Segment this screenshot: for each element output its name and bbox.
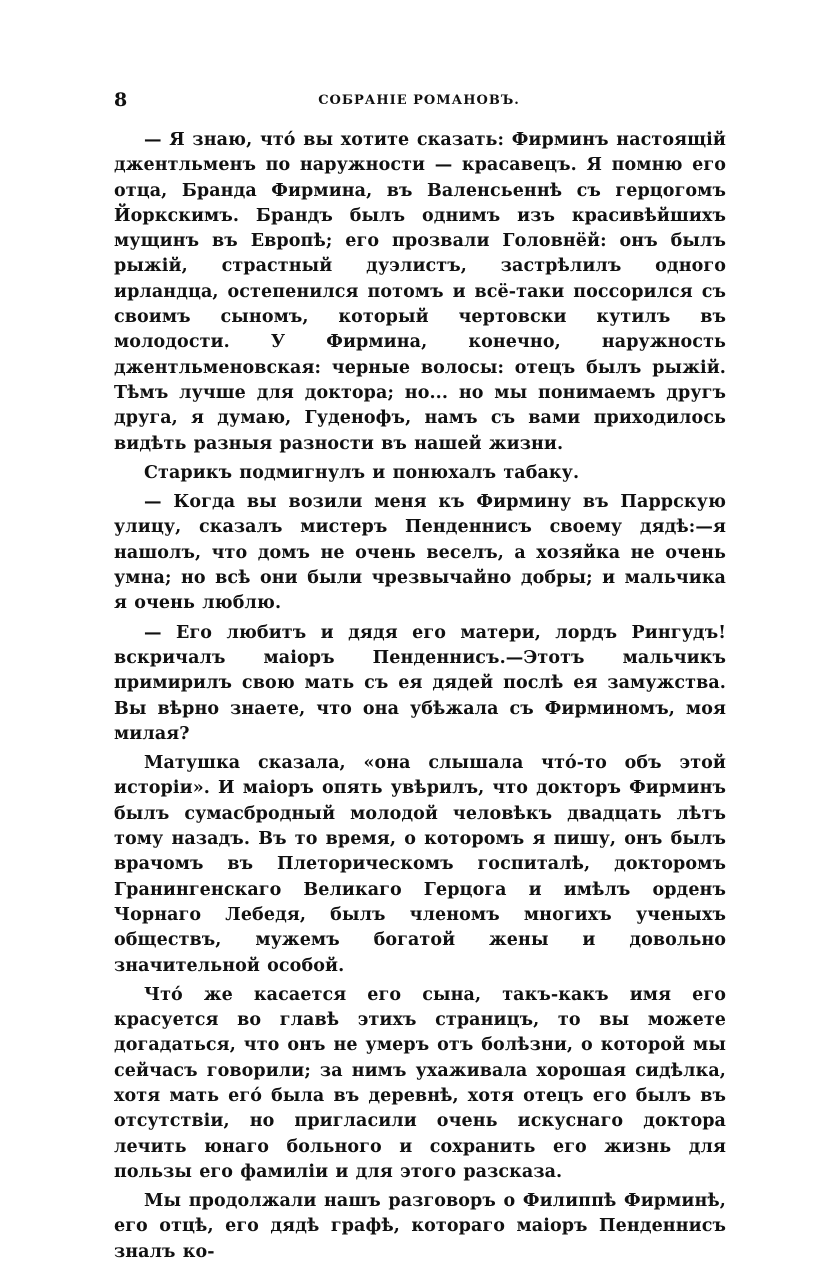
paragraph: Матушка сказала, «она слышала чтó-то объ этой исторіи». И маіоръ опять увѣрилъ, что докторъ Фирминъ былъ сумасбродный молодой человѣкъ двадцать лѣтъ тому назадъ. Въ то время, о которомъ я пишу, онъ былъ врачомъ въ Плеторическомъ госпиталѣ, докторомъ Гранингенскаго Великаго Герцога и имѣлъ орденъ Чорнаго Лебедя, былъ членомъ многихъ ученыхъ обществъ, мужемъ богатой жены и довольно значительной особой. (114, 753, 726, 976)
paragraph: — Его любитъ и дядя его матери, лордъ Рингудъ! вскричалъ маіоръ Пенденнисъ.—Этотъ мальчикъ примирилъ свою мать съ ея дядей послѣ ея замужства. Вы вѣрно знаете, что она убѣжала съ Фирминомъ, моя милая? (114, 622, 726, 744)
page-header (114, 88, 724, 114)
paragraph: — Я знаю, чтó вы хотите сказать: Фирминъ настоящій джентльменъ по наружности — красавецъ. Я помню его отца, Бранда Фирмина, въ Валенсьеннѣ съ герцогомъ Йоркскимъ. Брандъ былъ однимъ изъ красивѣйшихъ мущинъ въ Европѣ; его прозвали Головнёй: онъ былъ рыжій, страстный дуэлистъ, застрѣлилъ одного ирландца, остепенился потомъ и всё-таки поссорился съ своимъ сыномъ, который чертовски кутилъ въ молодости. У Фирмина, конечно, наружность джентльменовская: черные волосы: отецъ былъ рыжій. Тѣмъ лучше для доктора; но... но мы понимаемъ другъ друга, я думаю, Гуденофъ, намъ съ вами приходилось видѣть разныя разности въ нашей жизни. (114, 130, 726, 454)
paragraph: — Когда вы возили меня къ Фирмину въ Паррскую улицу, сказалъ мистеръ Пенденнисъ своему дядѣ:—я нашолъ, что домъ не очень веселъ, а хозяйка не очень умна; но всѣ они были чрезвычайно добры; и мальчика я очень люблю. (114, 492, 726, 614)
paragraph: Старикъ подмигнулъ и понюхалъ табаку. (144, 462, 580, 483)
running-title: СОБРАНІЕ РОМАНОВЪ. (318, 93, 520, 108)
paragraph: Чтó же касается его сына, такъ-какъ имя его красуется во главѣ этихъ страницъ, то вы можете догадаться, что онъ не умеръ отъ болѣзни, о которой мы сейчасъ говорили; за нимъ ухаживала хорошая сидѣлка, хотя мать егó была въ деревнѣ, хотя отецъ его былъ въ отсутствіи, но пригласили очень искуснаго доктора лечить юнаго больного и сохранить его жизнь для пользы его фамиліи и для этого разсказа. (114, 984, 726, 1182)
page-number: 8 (114, 89, 128, 111)
body-text (114, 128, 726, 1269)
paragraph: Мы продолжали нашъ разговоръ о Филиппѣ Фирминѣ, его отцѣ, его дядѣ графѣ, котораго маіоръ Пенденнисъ зналъ ко- (114, 1191, 726, 1262)
